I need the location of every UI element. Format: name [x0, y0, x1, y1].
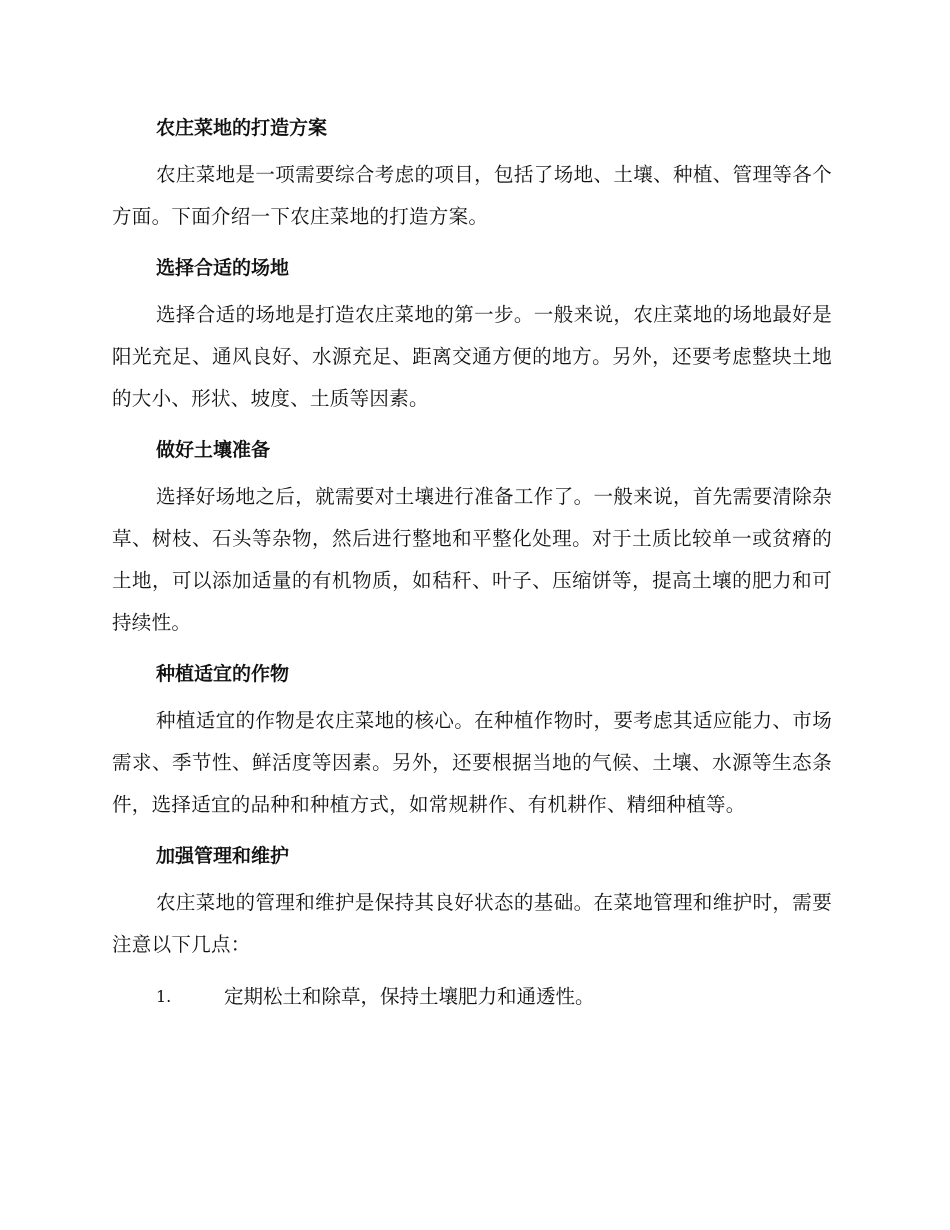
- intro-paragraph: 农庄菜地是一项需要综合考虑的项目，包括了场地、土壤、种植、管理等各个方面。下面介绍一下农庄菜地的打造方案。: [112, 163, 832, 228]
- section-body-site: 选择合适的场地是打造农庄菜地的第一步。一般来说，农庄菜地的场地最好是阳光充足、通风良好、水源充足、距离交通方便的地方。另外，还要考虑整块土地的大小、形状、坡度、土质等因素。: [112, 303, 832, 410]
- section-heading-soil: 做好土壤准备: [156, 439, 271, 461]
- list-item-text: 定期松土和除草，保持土壤肥力和通透性。: [224, 985, 595, 1008]
- section-heading-site: 选择合适的场地: [156, 257, 290, 279]
- section-heading-crops: 种植适宜的作物: [156, 663, 290, 685]
- section-body-soil: 选择好场地之后，就需要对土壤进行准备工作了。一般来说，首先需要清除杂草、树枝、石头等杂物，然后进行整地和平整化处理。对于土质比较单一或贫瘠的土地，可以添加适量的有机物质，如秸秆、叶子、压缩饼等，提高土壤的肥力和可持续性。: [112, 485, 832, 634]
- list-item: [112, 976, 832, 1018]
- list-item-number: 1.: [156, 987, 172, 1006]
- section-body-management: 农庄菜地的管理和维护是保持其良好状态的基础。在菜地管理和维护时，需要注意以下几点：: [112, 891, 832, 956]
- document-title: 农庄菜地的打造方案: [156, 117, 328, 139]
- document-page: [112, 108, 832, 1018]
- section-heading-management: 加强管理和维护: [156, 845, 290, 867]
- section-body-crops: 种植适宜的作物是农庄菜地的核心。在种植作物时，要考虑其适应能力、市场需求、季节性、鲜活度等因素。另外，还要根据当地的气候、土壤、水源等生态条件，选择适宜的品种和种植方式，如常规耕作、有机耕作、精细种植等。: [112, 709, 832, 816]
